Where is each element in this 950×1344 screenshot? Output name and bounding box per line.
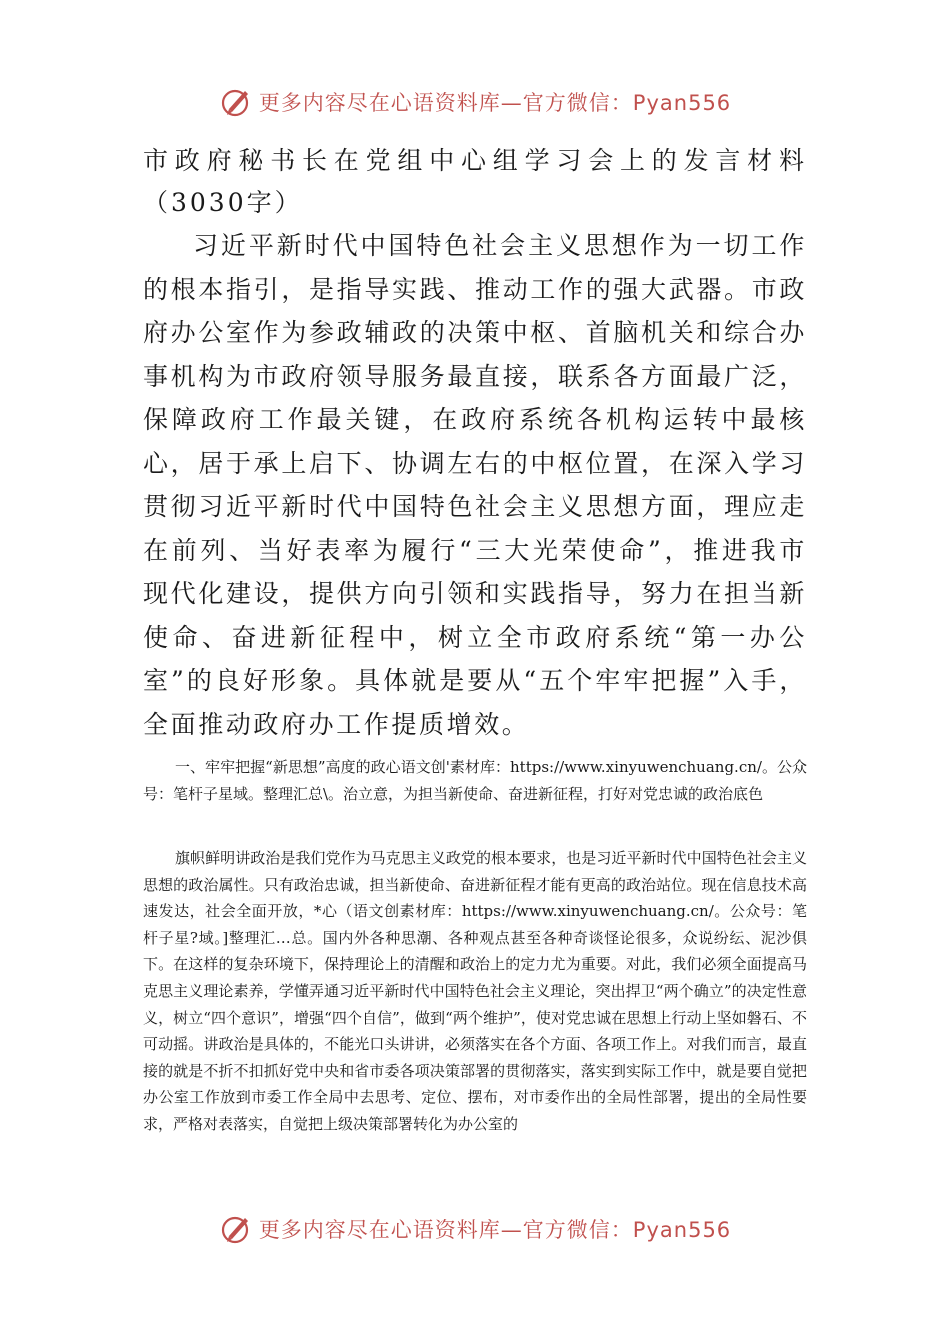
banner-text: 更多内容尽在心语资料库—官方微信：Pyan556: [258, 1218, 732, 1242]
pen-circle-logo-icon: [219, 85, 253, 119]
section1-heading: 一、牢牢把握“新思想”高度的政心语文创'素材库：https://www.xinyuwenchuang.cn/。公众号：笔杆子星域。整理汇总\。治立意，为担当新使命、奋进新征程，打好对党忠诚的政治底色: [143, 758, 807, 803]
document-title: 市政府秘书长在党组中心组学习会上的发言材料（3030字）: [143, 146, 807, 217]
section1-body: 旗帜鲜明讲政治是我们党作为马克思主义政党的根本要求，也是习近平新时代中国特色社会主义思想的政治属性。只有政治忠诚，担当新使命、奋进新征程才能有更高的政治站位。现在信息技术高速发达，社会全面开放，*心（语文创素材库：https://www.xinyuwenchuang.cn/。公众号：笔杆子星?域。]整理汇…总。国内外各种思潮、各种观点甚至各种奇谈怪论很多，众说纷纭、泥沙俱下。在这样的复杂环境下，保持理论上的清醒和政治上的定力尤为重要。对此，我们必须全面提高马克思主义理论素养，学懂弄通习近平新时代中国特色社会主义理论，突出捍卫“两个确立”的决定性意义，树立“四个意识”，增强“四个自信”，做到“两个维护”，使对党忠诚在思想上行动上坚如磐石、不可动摇。讲政治是具体的，不能光口头讲讲，必须落实在各个方面、各项工作上。对我们而言，最直接的就是不折不扣抓好党中央和省市委各项决策部署的贯彻落实，落实到实际工作中，就是要自觉把办公室工作放到市委工作全局中去思考、定位、摆布，对市委作出的全局性部署，提出的全局性要求，严格对表落实，自觉把上级决策部署转化为办公室的: [143, 849, 807, 1133]
header-banner: [0, 82, 950, 122]
intro-paragraph: 习近平新时代中国特色社会主义思想作为一切工作的根本指引，是指导实践、推动工作的强大武器。市政府办公室作为参政辅政的决策中枢、首脑机关和综合办事机构为市政府领导服务最直接，联系各方面最广泛，保障政府工作最关键，在政府系统各机构运转中最核心，居于承上启下、协调左右的中枢位置，在深入学习贯彻习近平新时代中国特色社会主义思想方面，理应走在前列、当好表率为履行“三大光荣使命”，推进我市现代化建设，提供方向引领和实践指导，努力在担当新使命、奋进新征程中，树立全市政府系统“第一办公室”的良好形象。具体就是要从“五个牢牢把握”入手，全面推动政府办工作提质增效。: [143, 231, 807, 739]
pen-circle-logo-icon: [219, 1212, 253, 1246]
banner-text: 更多内容尽在心语资料库—官方微信：Pyan556: [258, 91, 732, 115]
footer-banner: [0, 1209, 950, 1249]
